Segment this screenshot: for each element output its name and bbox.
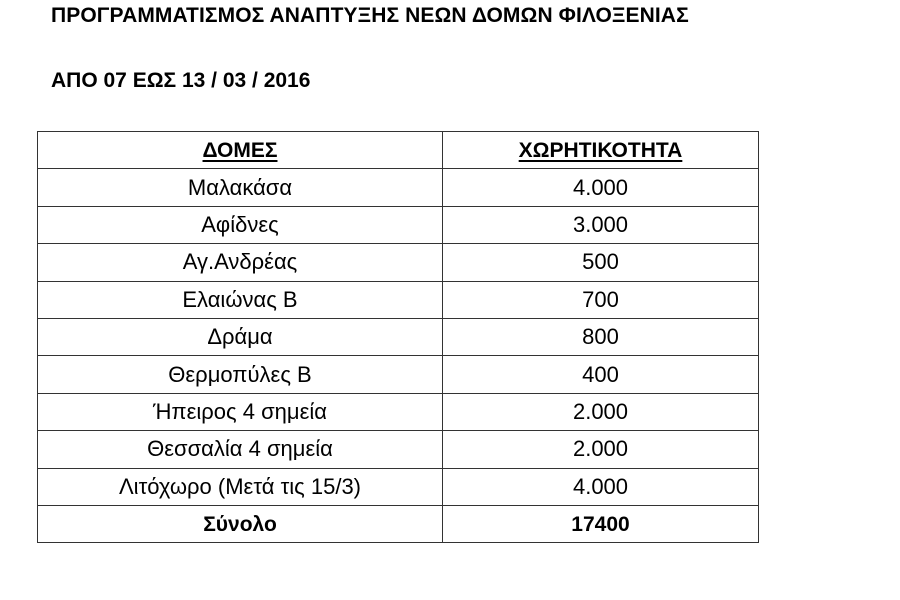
table-header-row [38, 132, 759, 169]
capacity-table [37, 131, 759, 543]
table-row [38, 356, 759, 393]
capacity-cell: 4.000 [443, 169, 759, 206]
structure-cell: Δράμα [38, 318, 443, 355]
table-row [38, 468, 759, 505]
structure-cell: Λιτόχωρο (Μετά τις 15/3) [38, 468, 443, 505]
table-row [38, 393, 759, 430]
capacity-cell: 2.000 [443, 393, 759, 430]
total-value: 17400 [443, 505, 759, 542]
table-row [38, 318, 759, 355]
structure-cell: Αγ.Ανδρέας [38, 244, 443, 281]
structure-cell: Θεσσαλία 4 σημεία [38, 431, 443, 468]
structure-cell: Ελαιώνας Β [38, 281, 443, 318]
header-structures [38, 132, 443, 169]
capacity-cell: 4.000 [443, 468, 759, 505]
document-date-range: ΑΠΟ 07 ΕΩΣ 13 / 03 / 2016 [51, 69, 311, 92]
table-row [38, 281, 759, 318]
structure-cell: Μαλακάσα [38, 169, 443, 206]
capacity-cell: 800 [443, 318, 759, 355]
capacity-cell: 500 [443, 244, 759, 281]
total-label: Σύνολο [38, 505, 443, 542]
structure-cell: Αφίδνες [38, 206, 443, 243]
structure-cell: Θερμοπύλες Β [38, 356, 443, 393]
header-capacity [443, 132, 759, 169]
total-row [38, 505, 759, 542]
capacity-cell: 700 [443, 281, 759, 318]
table-row [38, 244, 759, 281]
header-capacity-label: ΧΩΡΗΤΙΚΟΤΗΤΑ [518, 138, 683, 162]
table-row [38, 206, 759, 243]
structure-cell: Ήπειρος 4 σημεία [38, 393, 443, 430]
capacity-cell: 2.000 [443, 431, 759, 468]
table-row [38, 431, 759, 468]
table-row [38, 169, 759, 206]
capacity-cell: 3.000 [443, 206, 759, 243]
header-structures-label: ΔΟΜΕΣ [202, 138, 278, 162]
document-title: ΠΡΟΓΡΑΜΜΑΤΙΣΜΟΣ ΑΝΑΠΤΥΞΗΣ ΝΕΩΝ ΔΟΜΩΝ ΦΙΛΟΞΕΝΙΑΣ [51, 4, 689, 27]
capacity-cell: 400 [443, 356, 759, 393]
